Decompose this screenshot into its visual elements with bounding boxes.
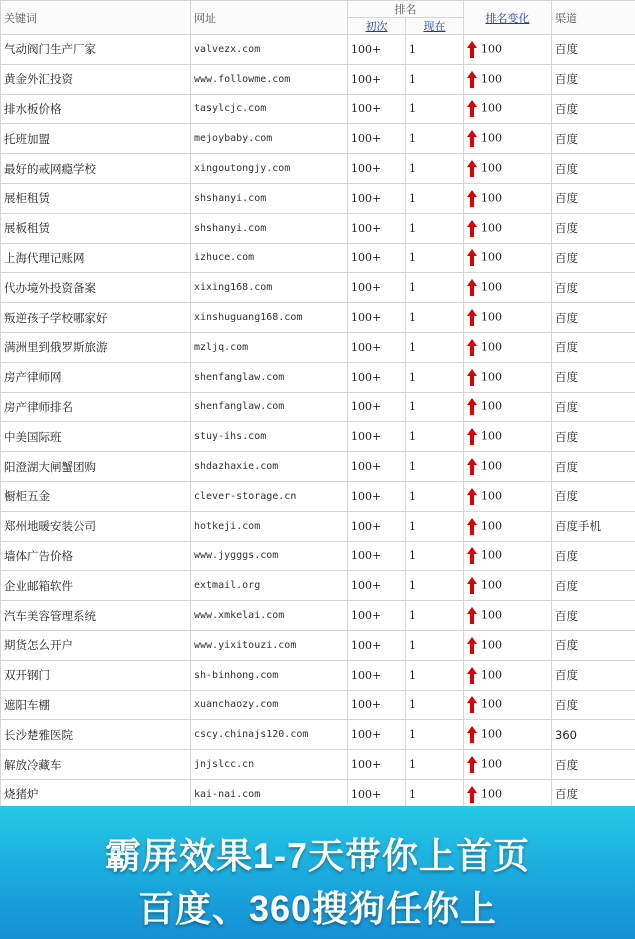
- rank-change-value: 100: [481, 757, 502, 771]
- url-cell: shshanyi.com: [191, 183, 348, 213]
- table-row: [1, 362, 635, 392]
- table-row: [1, 720, 635, 750]
- url-cell: extmail.org: [191, 571, 348, 601]
- table-row: [1, 601, 635, 631]
- current-rank-cell: 1: [406, 35, 464, 65]
- keyword-cell: 黄金外汇投资: [1, 64, 191, 94]
- arrow-up-icon: [467, 726, 477, 743]
- header-now[interactable]: [406, 18, 464, 35]
- rank-change-value: 100: [481, 727, 502, 741]
- first-rank-cell: 100+: [348, 452, 406, 482]
- current-rank-cell: 1: [406, 183, 464, 213]
- rank-change-value: 100: [481, 370, 502, 384]
- current-rank-cell: 1: [406, 779, 464, 809]
- rank-change-value: 100: [481, 280, 502, 294]
- table-row: [1, 64, 635, 94]
- channel-cell: 百度: [552, 571, 635, 601]
- arrow-up-icon: [467, 160, 477, 177]
- rank-change-value: 100: [481, 191, 502, 205]
- first-rank-cell: 100+: [348, 690, 406, 720]
- arrow-up-icon: [467, 279, 477, 296]
- rank-change-value: 100: [481, 101, 502, 115]
- first-rank-cell: 100+: [348, 511, 406, 541]
- keyword-cell: 排水板价格: [1, 94, 191, 124]
- channel-cell: 百度: [552, 690, 635, 720]
- rank-change-value: 100: [481, 72, 502, 86]
- channel-cell: 360: [552, 720, 635, 750]
- rank-change-cell: [464, 183, 552, 213]
- current-rank-cell: 1: [406, 94, 464, 124]
- arrow-up-icon: [467, 756, 477, 773]
- current-rank-cell: 1: [406, 422, 464, 452]
- table-row: [1, 124, 635, 154]
- keyword-cell: 叛逆孩子学校哪家好: [1, 303, 191, 333]
- keyword-cell: 气动阀门生产厂家: [1, 35, 191, 65]
- table-row: [1, 750, 635, 780]
- first-rank-cell: 100+: [348, 362, 406, 392]
- rank-change-value: 100: [481, 638, 502, 652]
- rank-change-value: 100: [481, 608, 502, 622]
- current-rank-cell: 1: [406, 630, 464, 660]
- rank-change-cell: [464, 660, 552, 690]
- channel-cell: 百度: [552, 541, 635, 571]
- table-row: [1, 690, 635, 720]
- rank-change-value: 100: [481, 429, 502, 443]
- url-cell: shenfanglaw.com: [191, 362, 348, 392]
- rank-change-cell: [464, 690, 552, 720]
- channel-cell: 百度手机: [552, 511, 635, 541]
- arrow-up-icon: [467, 41, 477, 58]
- arrow-up-icon: [467, 786, 477, 803]
- rank-change-cell: [464, 422, 552, 452]
- banner-line-1: 霸屏效果1-7天带你上首页: [104, 835, 531, 876]
- url-cell: valvezx.com: [191, 35, 348, 65]
- rank-change-value: 100: [481, 489, 502, 503]
- url-cell: xingoutongjy.com: [191, 154, 348, 184]
- banner-line-2: 百度、360搜狗任你上: [137, 888, 498, 929]
- url-cell: cscy.chinajs120.com: [191, 720, 348, 750]
- rank-change-value: 100: [481, 519, 502, 533]
- current-rank-cell: 1: [406, 154, 464, 184]
- url-cell: clever-storage.cn: [191, 481, 348, 511]
- url-cell: www.jygggs.com: [191, 541, 348, 571]
- table-row: [1, 481, 635, 511]
- url-cell: shdazhaxie.com: [191, 452, 348, 482]
- url-cell: xixing168.com: [191, 273, 348, 303]
- table-row: [1, 154, 635, 184]
- table-row: [1, 630, 635, 660]
- rank-change-value: 100: [481, 161, 502, 175]
- first-rank-cell: 100+: [348, 541, 406, 571]
- table-row: [1, 183, 635, 213]
- channel-cell: 百度: [552, 94, 635, 124]
- url-cell: xuanchaozy.com: [191, 690, 348, 720]
- rank-change-value: 100: [481, 399, 502, 413]
- current-rank-cell: 1: [406, 124, 464, 154]
- first-rank-cell: 100+: [348, 392, 406, 422]
- channel-cell: 百度: [552, 660, 635, 690]
- current-rank-cell: 1: [406, 64, 464, 94]
- channel-cell: 百度: [552, 35, 635, 65]
- first-rank-cell: 100+: [348, 601, 406, 631]
- keyword-cell: 阳澄湖大闸蟹团购: [1, 452, 191, 482]
- table-row: [1, 273, 635, 303]
- table-row: [1, 332, 635, 362]
- first-rank-cell: 100+: [348, 94, 406, 124]
- url-cell: www.followme.com: [191, 64, 348, 94]
- rank-change-value: 100: [481, 42, 502, 56]
- header-rank: 排名: [348, 1, 464, 18]
- url-cell: sh-binhong.com: [191, 660, 348, 690]
- channel-cell: 百度: [552, 303, 635, 333]
- header-channel: 渠道: [552, 1, 635, 35]
- rank-change-value: 100: [481, 131, 502, 145]
- table-row: [1, 303, 635, 333]
- keyword-cell: 展柜租赁: [1, 183, 191, 213]
- url-cell: www.yixitouzi.com: [191, 630, 348, 660]
- header-row: [1, 1, 635, 18]
- rank-change-cell: [464, 303, 552, 333]
- first-rank-cell: 100+: [348, 183, 406, 213]
- table-row: [1, 541, 635, 571]
- rank-change-cell: [464, 332, 552, 362]
- keyword-cell: 遮阳车棚: [1, 690, 191, 720]
- table-row: [1, 571, 635, 601]
- channel-cell: 百度: [552, 154, 635, 184]
- rank-change-cell: [464, 273, 552, 303]
- rank-change-cell: [464, 64, 552, 94]
- keyword-cell: 最好的戒网瘾学校: [1, 154, 191, 184]
- header-first[interactable]: [348, 18, 406, 35]
- arrow-up-icon: [467, 667, 477, 684]
- url-cell: mzljq.com: [191, 332, 348, 362]
- table-row: [1, 511, 635, 541]
- rank-change-cell: [464, 571, 552, 601]
- first-rank-cell: 100+: [348, 481, 406, 511]
- current-rank-cell: 1: [406, 690, 464, 720]
- arrow-up-icon: [467, 696, 477, 713]
- channel-cell: 百度: [552, 273, 635, 303]
- keyword-cell: 长沙楚雅医院: [1, 720, 191, 750]
- current-rank-cell: 1: [406, 511, 464, 541]
- channel-cell: 百度: [552, 779, 635, 809]
- table-row: [1, 422, 635, 452]
- rank-change-cell: [464, 94, 552, 124]
- url-cell: stuy-ihs.com: [191, 422, 348, 452]
- rank-change-value: 100: [481, 668, 502, 682]
- arrow-up-icon: [467, 249, 477, 266]
- channel-cell: 百度: [552, 183, 635, 213]
- url-cell: hotkeji.com: [191, 511, 348, 541]
- url-cell: jnjslcc.cn: [191, 750, 348, 780]
- current-rank-cell: 1: [406, 392, 464, 422]
- keyword-cell: 房产律师排名: [1, 392, 191, 422]
- arrow-up-icon: [467, 488, 477, 505]
- keyword-cell: 烧猪炉: [1, 779, 191, 809]
- channel-cell: 百度: [552, 213, 635, 243]
- url-cell: shenfanglaw.com: [191, 392, 348, 422]
- first-rank-cell: 100+: [348, 243, 406, 273]
- arrow-up-icon: [467, 71, 477, 88]
- arrow-up-icon: [467, 547, 477, 564]
- keyword-cell: 橱柜五金: [1, 481, 191, 511]
- rank-change-cell: [464, 124, 552, 154]
- rank-change-value: 100: [481, 459, 502, 473]
- rank-change-cell: [464, 720, 552, 750]
- arrow-up-icon: [467, 369, 477, 386]
- rank-change-value: 100: [481, 250, 502, 264]
- arrow-up-icon: [467, 518, 477, 535]
- promo-banner: [0, 806, 635, 939]
- rank-change-value: 100: [481, 310, 502, 324]
- rank-change-cell: [464, 243, 552, 273]
- first-rank-cell: 100+: [348, 720, 406, 750]
- keyword-cell: 上海代理记账网: [1, 243, 191, 273]
- first-rank-cell: 100+: [348, 35, 406, 65]
- current-rank-cell: 1: [406, 362, 464, 392]
- current-rank-cell: 1: [406, 541, 464, 571]
- arrow-up-icon: [467, 100, 477, 117]
- table-row: [1, 452, 635, 482]
- rank-change-cell: [464, 392, 552, 422]
- current-rank-cell: 1: [406, 481, 464, 511]
- arrow-up-icon: [467, 220, 477, 237]
- first-rank-cell: 100+: [348, 154, 406, 184]
- header-url: 网址: [191, 1, 348, 35]
- url-cell: tasylcjc.com: [191, 94, 348, 124]
- arrow-up-icon: [467, 607, 477, 624]
- current-rank-cell: 1: [406, 243, 464, 273]
- first-rank-cell: 100+: [348, 630, 406, 660]
- table-row: [1, 243, 635, 273]
- rank-change-cell: [464, 779, 552, 809]
- arrow-up-icon: [467, 458, 477, 475]
- keyword-cell: 托班加盟: [1, 124, 191, 154]
- rank-change-value: 100: [481, 697, 502, 711]
- current-rank-cell: 1: [406, 452, 464, 482]
- channel-cell: 百度: [552, 124, 635, 154]
- channel-cell: 百度: [552, 332, 635, 362]
- channel-cell: 百度: [552, 630, 635, 660]
- keyword-cell: 展板租赁: [1, 213, 191, 243]
- first-rank-cell: 100+: [348, 779, 406, 809]
- url-cell: izhuce.com: [191, 243, 348, 273]
- rank-change-cell: [464, 452, 552, 482]
- rank-change-value: 100: [481, 787, 502, 801]
- keyword-cell: 期货怎么开户: [1, 630, 191, 660]
- first-rank-cell: 100+: [348, 64, 406, 94]
- rank-change-value: 100: [481, 340, 502, 354]
- table-row: [1, 35, 635, 65]
- current-rank-cell: 1: [406, 720, 464, 750]
- arrow-up-icon: [467, 428, 477, 445]
- arrow-up-icon: [467, 309, 477, 326]
- current-rank-cell: 1: [406, 332, 464, 362]
- first-rank-cell: 100+: [348, 571, 406, 601]
- arrow-up-icon: [467, 190, 477, 207]
- rank-change-value: 100: [481, 221, 502, 235]
- keyword-cell: 房产律师网: [1, 362, 191, 392]
- rank-change-cell: [464, 35, 552, 65]
- url-cell: shshanyi.com: [191, 213, 348, 243]
- current-rank-cell: 1: [406, 213, 464, 243]
- sort-change-link[interactable]: 排名变化: [485, 11, 530, 25]
- first-rank-cell: 100+: [348, 124, 406, 154]
- table-row: [1, 779, 635, 809]
- rank-change-cell: [464, 481, 552, 511]
- arrow-up-icon: [467, 637, 477, 654]
- current-rank-cell: 1: [406, 571, 464, 601]
- table-row: [1, 392, 635, 422]
- table-row: [1, 660, 635, 690]
- table-row: [1, 213, 635, 243]
- current-rank-cell: 1: [406, 660, 464, 690]
- current-rank-cell: 1: [406, 750, 464, 780]
- channel-cell: 百度: [552, 750, 635, 780]
- rank-change-cell: [464, 630, 552, 660]
- channel-cell: 百度: [552, 422, 635, 452]
- header-change[interactable]: [464, 1, 552, 35]
- channel-cell: 百度: [552, 481, 635, 511]
- channel-cell: 百度: [552, 601, 635, 631]
- sort-now-link[interactable]: 现在: [423, 20, 446, 33]
- keyword-cell: 解放冷藏车: [1, 750, 191, 780]
- channel-cell: 百度: [552, 362, 635, 392]
- keyword-cell: 中美国际班: [1, 422, 191, 452]
- first-rank-cell: 100+: [348, 213, 406, 243]
- channel-cell: 百度: [552, 64, 635, 94]
- keyword-cell: 墙体广告价格: [1, 541, 191, 571]
- rank-change-value: 100: [481, 578, 502, 592]
- current-rank-cell: 1: [406, 601, 464, 631]
- first-rank-cell: 100+: [348, 660, 406, 690]
- keyword-cell: 汽车美容管理系统: [1, 601, 191, 631]
- url-cell: mejoybaby.com: [191, 124, 348, 154]
- rank-change-cell: [464, 362, 552, 392]
- rank-change-cell: [464, 213, 552, 243]
- url-cell: kai-nai.com: [191, 779, 348, 809]
- arrow-up-icon: [467, 577, 477, 594]
- arrow-up-icon: [467, 339, 477, 356]
- url-cell: xinshuguang168.com: [191, 303, 348, 333]
- rank-change-cell: [464, 601, 552, 631]
- keyword-cell: 企业邮箱软件: [1, 571, 191, 601]
- header-keyword: 关键词: [1, 1, 191, 35]
- url-cell: www.xmkelai.com: [191, 601, 348, 631]
- channel-cell: 百度: [552, 243, 635, 273]
- arrow-up-icon: [467, 130, 477, 147]
- current-rank-cell: 1: [406, 303, 464, 333]
- rank-change-value: 100: [481, 548, 502, 562]
- rank-change-cell: [464, 154, 552, 184]
- rank-change-cell: [464, 541, 552, 571]
- keyword-cell: 郑州地暖安装公司: [1, 511, 191, 541]
- rank-change-cell: [464, 750, 552, 780]
- rank-change-cell: [464, 511, 552, 541]
- channel-cell: 百度: [552, 392, 635, 422]
- first-rank-cell: 100+: [348, 750, 406, 780]
- sort-first-link[interactable]: 初次: [365, 20, 388, 33]
- first-rank-cell: 100+: [348, 422, 406, 452]
- first-rank-cell: 100+: [348, 273, 406, 303]
- keyword-cell: 双开钢门: [1, 660, 191, 690]
- table-row: [1, 94, 635, 124]
- first-rank-cell: 100+: [348, 332, 406, 362]
- keyword-cell: 满洲里到俄罗斯旅游: [1, 332, 191, 362]
- keyword-cell: 代办境外投资备案: [1, 273, 191, 303]
- first-rank-cell: 100+: [348, 303, 406, 333]
- channel-cell: 百度: [552, 452, 635, 482]
- current-rank-cell: 1: [406, 273, 464, 303]
- arrow-up-icon: [467, 398, 477, 415]
